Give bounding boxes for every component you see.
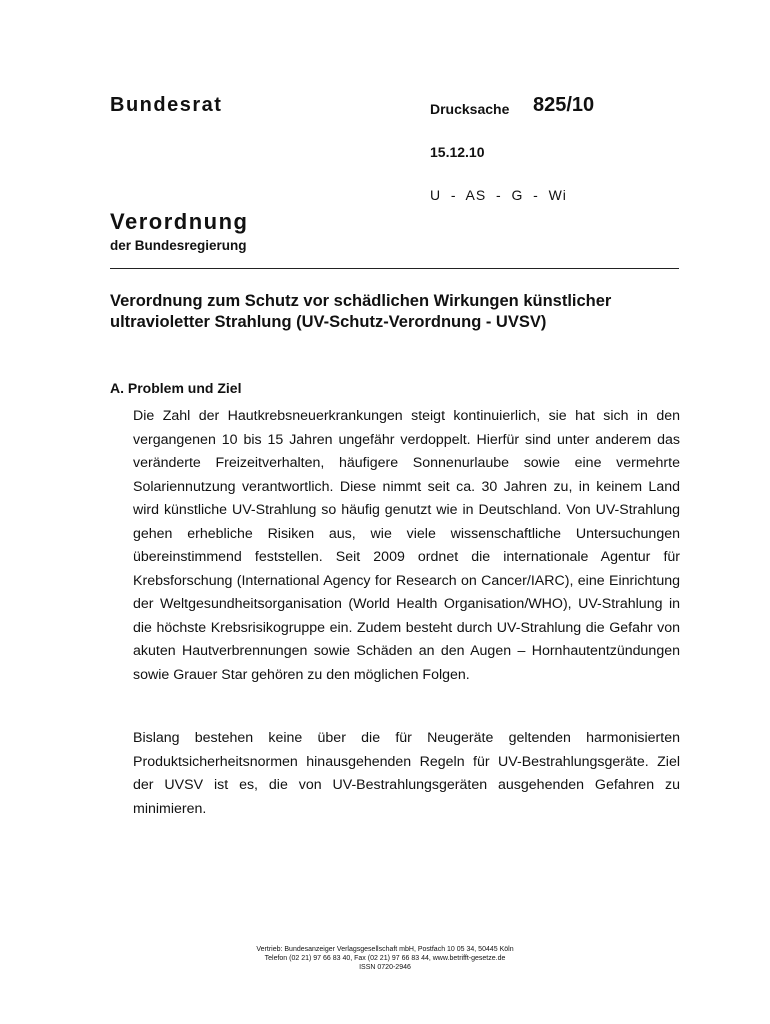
document-title: Verordnung zum Schutz vor schädlichen Wirkungen künstlicher ultravioletter Strahlung (UV-Schutz-Verordnung - UVSV) bbox=[110, 292, 612, 331]
document-date: 15.12.10 bbox=[430, 144, 485, 160]
footer-contact: Telefon (02 21) 97 66 83 40, Fax (02 21) 97 66 83 44, www.betrifft-gesetze.de bbox=[264, 955, 506, 962]
drucksache-label: Drucksache bbox=[430, 101, 510, 117]
section-heading: A. Problem und Ziel bbox=[110, 380, 242, 396]
organization-name: Bundesrat bbox=[110, 94, 223, 116]
section-paragraph: Bislang bestehen keine über die für Neugeräte geltenden harmonisierten Produktsicherheitsnormen hinausgehenden Regeln für UV-Bestrahlungsgeräte. Ziel der UVSV ist es, die von UV-Bestrahlungsgeräten ausgehenden Gefahren zu minimieren. bbox=[133, 730, 680, 817]
header-divider bbox=[110, 268, 679, 269]
drucksache-number: 825/10 bbox=[533, 94, 595, 116]
section-paragraph: Die Zahl der Hautkrebsneuerkrankungen steigt kontinuierlich, sie hat sich in den vergangenen 10 bis 15 Jahren ungefähr verdoppelt. Hierfür sind unter anderem das veränderte Freizeitverhalten, häufigere Sonnenurlaube sowie eine vermehrte Solariennutzung verantwortlich. Diese nimmt seit ca. 30 Jahren zu, in keinem Land wird künstliche UV-Strahlung so häufig genutzt wie in Deutschland. Von UV-Strahlung gehen erhebliche Risiken aus, wie viele wissenschaftliche Untersuchungen übereinstimmend feststellen. Seit 2009 ordnet die internationale Agentur für Krebsforschung (International Agency for Research on Cancer/IARC), eine Einrichtung der Weltgesundheitsorganisation (World Health Organisation/WHO), UV-Strahlung in die höchste Krebsrisikogruppe ein. Zudem besteht durch UV-Strahlung die Gefahr von akuten Hautverbrennungen sowie Schäden an den Augen – Hornhautentzündungen sowie Grauer Star gehören zu den möglichen Folgen. bbox=[133, 408, 680, 683]
footer-distribution: Vertrieb: Bundesanzeiger Verlagsgesellschaft mbH, Postfach 10 05 34, 50445 Köln bbox=[256, 946, 514, 953]
committee-codes: U - AS - G - Wi bbox=[430, 187, 567, 203]
footer-issn: ISSN 0720-2946 bbox=[359, 964, 411, 971]
document-issuer: der Bundesregierung bbox=[110, 238, 247, 253]
publisher-footer bbox=[0, 945, 770, 972]
document-type: Verordnung bbox=[110, 209, 249, 234]
